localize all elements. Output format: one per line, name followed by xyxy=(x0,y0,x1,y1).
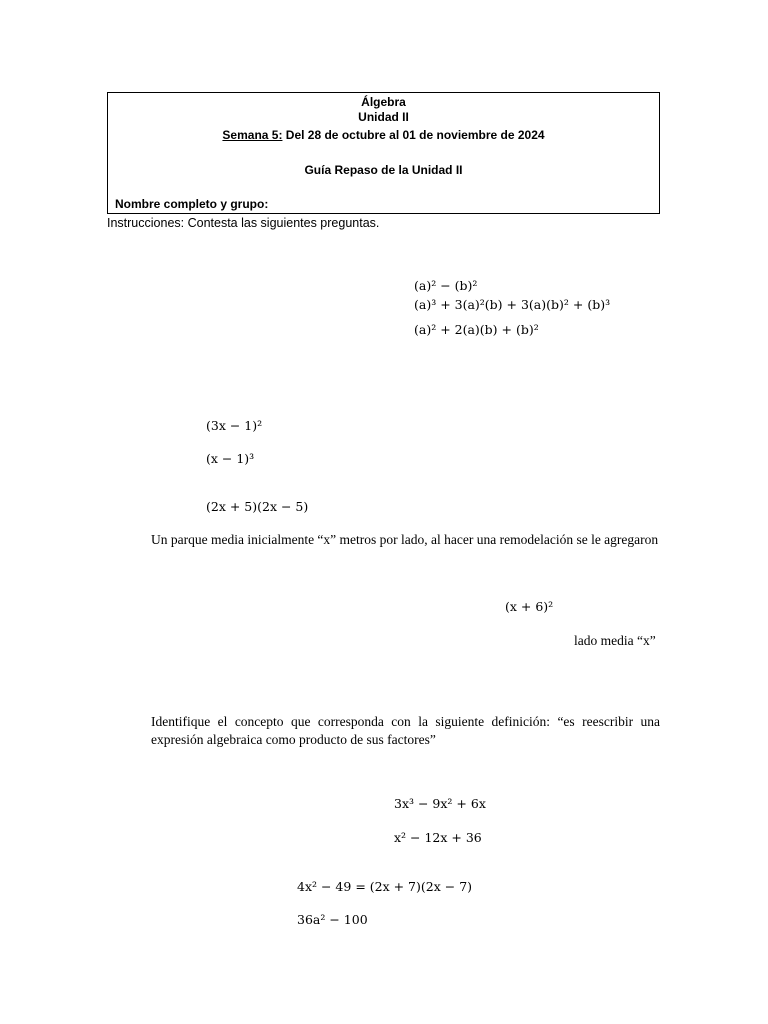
unit-title: Unidad II xyxy=(358,110,409,124)
header-box xyxy=(107,92,660,214)
park-problem-fragment: lado media “x” xyxy=(574,633,656,648)
formula-square-of-binomial: (a)² + 2(a)(b) + (b)² xyxy=(414,322,539,337)
subject-title: Álgebra xyxy=(361,95,406,109)
week-dates: Del 28 de octubre al 01 de noviembre de 2024 xyxy=(282,128,545,142)
park-problem-statement: Un parque media inicialmente “x” metros por lado, al hacer una remodelación se le agregaron xyxy=(151,532,659,547)
guide-title: Guía Repaso de la Unidad II xyxy=(304,163,463,177)
formula-cube-of-binomial: (a)³ + 3(a)²(b) + 3(a)(b)² + (b)³ xyxy=(414,297,611,312)
definition-question-line-2: expresión algebraica como producto de sus factores” xyxy=(151,732,436,747)
name-label: Nombre completo y grupo: xyxy=(115,197,269,211)
park-problem-expression: (x + 6)² xyxy=(505,599,554,614)
formula-difference-of-squares: (a)² − (b)² xyxy=(414,278,478,293)
instructions: Instrucciones: Contesta las siguientes preguntas. xyxy=(107,216,380,230)
exercise-factor-1: 3x³ − 9x² + 6x xyxy=(394,796,486,811)
exercise-final-1: 4x² − 49 = (2x + 7)(2x − 7) xyxy=(297,879,473,894)
week-line xyxy=(108,128,659,142)
exercise-expand-2: (x − 1)³ xyxy=(206,451,255,466)
exercise-expand-1: (3x − 1)² xyxy=(206,418,263,433)
week-label: Semana 5: xyxy=(222,128,283,142)
exercise-expand-3: (2x + 5)(2x − 5) xyxy=(206,499,309,514)
exercise-final-2: 36a² − 100 xyxy=(297,912,368,927)
definition-question xyxy=(151,713,660,749)
exercise-factor-2: x² − 12x + 36 xyxy=(394,830,482,845)
definition-question-line-1: Identifique el concepto que corresponda con la siguiente definición: “es reescribir una xyxy=(151,714,660,729)
